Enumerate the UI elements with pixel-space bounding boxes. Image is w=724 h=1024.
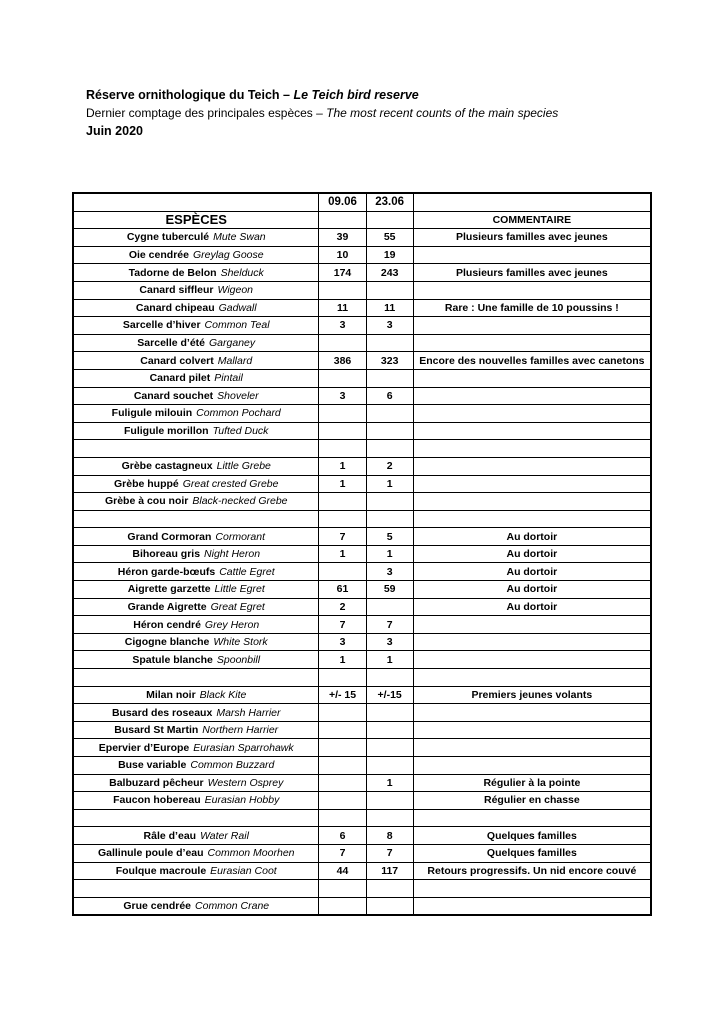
species-cell: [73, 246, 319, 264]
date2-header: 23.06: [366, 193, 413, 211]
table-row: [73, 440, 651, 458]
species-name-french: Foulque macroule: [115, 864, 207, 877]
species-cell: [73, 827, 319, 845]
count-date1-cell: [319, 792, 366, 810]
species-name-english: Little Egret: [214, 583, 265, 596]
comment-cell: Au dortoir: [413, 528, 651, 546]
document-title: [86, 86, 558, 104]
species-name-english: Great crested Grebe: [182, 477, 279, 490]
table-row: [73, 844, 651, 862]
count-date2-cell: [366, 809, 413, 827]
species-name-english: Night Heron: [204, 548, 261, 561]
table-row: [73, 317, 651, 335]
comment-cell: [413, 422, 651, 440]
table-row: [73, 809, 651, 827]
species-cell: [73, 229, 319, 247]
species-name-french: Aigrette garzette: [127, 583, 211, 596]
count-date2-cell: 6: [366, 387, 413, 405]
table-row: [73, 757, 651, 775]
comment-cell: [413, 369, 651, 387]
comment-cell: Au dortoir: [413, 581, 651, 599]
species-cell: [73, 475, 319, 493]
comment-cell: Quelques familles: [413, 844, 651, 862]
count-date2-cell: +/-15: [366, 686, 413, 704]
species-name-english: Grey Heron: [204, 618, 260, 631]
species-name-english: Spoonbill: [216, 653, 261, 666]
species-cell: [73, 897, 319, 915]
count-date2-cell: 1: [366, 651, 413, 669]
count-date2-cell: [366, 334, 413, 352]
count-date1-cell: 174: [319, 264, 366, 282]
count-date2-cell: [366, 739, 413, 757]
species-name-french: Cygne tuberculé: [126, 231, 210, 244]
table-row: [73, 422, 651, 440]
table-row: [73, 862, 651, 880]
species-cell: [73, 581, 319, 599]
comment-cell: Au dortoir: [413, 545, 651, 563]
species-cell: [73, 299, 319, 317]
species-cell: [73, 774, 319, 792]
table-row: [73, 616, 651, 634]
species-name-french: Grèbe à cou noir: [104, 495, 189, 508]
table-row: [73, 299, 651, 317]
comment-cell: Plusieurs familles avec jeunes: [413, 229, 651, 247]
comment-cell: Au dortoir: [413, 598, 651, 616]
species-cell: [73, 757, 319, 775]
count-date2-cell: 1: [366, 475, 413, 493]
species-name-english: Eurasian Hobby: [204, 794, 280, 807]
species-name-french: Milan noir: [146, 688, 196, 701]
comment-cell: Retours progressifs. Un nid encore couvé: [413, 862, 651, 880]
species-name-english: Water Rail: [200, 829, 249, 842]
table-row: [73, 387, 651, 405]
species-name-english: Mallard: [217, 354, 253, 367]
comment-cell: Régulier à la pointe: [413, 774, 651, 792]
species-name-french: Bihoreau gris: [132, 548, 201, 561]
species-name-french: Faucon hobereau: [113, 794, 201, 807]
comment-cell: [413, 387, 651, 405]
table-row: [73, 897, 651, 915]
count-date1-cell: [319, 897, 366, 915]
species-name-french: Grue cendrée: [123, 900, 192, 913]
count-date2-cell: 2: [366, 457, 413, 475]
count-date2-cell: 55: [366, 229, 413, 247]
count-date1-cell: 11: [319, 299, 366, 317]
table-row: [73, 880, 651, 898]
count-date1-cell: [319, 405, 366, 423]
table-row: [73, 721, 651, 739]
species-name-english: Cormorant: [215, 530, 266, 543]
table-row: [73, 686, 651, 704]
comment-cell: [413, 440, 651, 458]
species-name-french: Canard siffleur: [139, 284, 214, 297]
species-name-english: Little Grebe: [216, 460, 271, 473]
comment-cell: Quelques familles: [413, 827, 651, 845]
count-date1-cell: 44: [319, 862, 366, 880]
species-name-french: Sarcelle d’hiver: [122, 319, 201, 332]
count-date1-cell: 1: [319, 475, 366, 493]
species-cell: [73, 809, 319, 827]
species-name-english: Wigeon: [217, 284, 254, 297]
species-name-english: Tufted Duck: [212, 425, 269, 438]
count-date2-cell: 3: [366, 633, 413, 651]
count-date1-cell: [319, 704, 366, 722]
species-name-english: Western Osprey: [207, 776, 284, 789]
species-name-french: Busard des roseaux: [111, 706, 213, 719]
count-date2-cell: [366, 405, 413, 423]
species-name-english: Common Buzzard: [190, 759, 275, 772]
comment-cell: Régulier en chasse: [413, 792, 651, 810]
species-name-english: Greylag Goose: [192, 249, 264, 262]
count-date2-cell: 323: [366, 352, 413, 370]
species-name-english: Mute Swan: [213, 231, 266, 244]
count-date2-cell: 59: [366, 581, 413, 599]
species-name-english: Northern Harrier: [202, 724, 279, 737]
table-row: [73, 633, 651, 651]
species-name-french: Canard souchet: [133, 389, 214, 402]
count-date2-cell: 3: [366, 563, 413, 581]
comment-cell: [413, 475, 651, 493]
count-date2-cell: 19: [366, 246, 413, 264]
comment-cell: [413, 809, 651, 827]
count-date1-cell: [319, 739, 366, 757]
species-cell: [73, 510, 319, 528]
count-date1-cell: 7: [319, 844, 366, 862]
count-date2-cell: 3: [366, 317, 413, 335]
count-date1-cell: [319, 774, 366, 792]
table-row: [73, 281, 651, 299]
count-date2-cell: 1: [366, 545, 413, 563]
count-date1-cell: [319, 493, 366, 511]
count-date2-cell: 117: [366, 862, 413, 880]
species-cell: [73, 633, 319, 651]
species-name-english: Great Egret: [210, 600, 265, 613]
species-name-english: Eurasian Coot: [210, 864, 277, 877]
count-date2-cell: 7: [366, 616, 413, 634]
table-row: [73, 545, 651, 563]
table-row: [73, 246, 651, 264]
species-name-english: Pintail: [214, 372, 243, 385]
comment-header: COMMENTAIRE: [413, 211, 651, 229]
species-name-english: Common Crane: [195, 900, 270, 913]
comment-cell: [413, 317, 651, 335]
species-name-english: Garganey: [209, 337, 256, 350]
count-date2-cell: [366, 757, 413, 775]
species-cell: [73, 862, 319, 880]
empty-header-cell: [413, 193, 651, 211]
species-cell: [73, 528, 319, 546]
comment-cell: Rare : Une famille de 10 poussins !: [413, 299, 651, 317]
species-name-french: Grèbe castagneux: [121, 460, 213, 473]
species-name-french: Râle d’eau: [143, 829, 197, 842]
empty-header-cell: [366, 211, 413, 229]
count-date2-cell: 5: [366, 528, 413, 546]
count-date1-cell: [319, 669, 366, 687]
count-date2-cell: [366, 510, 413, 528]
comment-cell: [413, 721, 651, 739]
count-date2-cell: [366, 493, 413, 511]
comment-cell: [413, 616, 651, 634]
comment-cell: [413, 334, 651, 352]
table-row: [73, 581, 651, 599]
table-row: [73, 229, 651, 247]
subtitle-french: Dernier comptage des principales espèces: [86, 106, 313, 120]
count-date2-cell: [366, 880, 413, 898]
count-date1-cell: 2: [319, 598, 366, 616]
species-name-french: Fuligule morillon: [124, 425, 209, 438]
species-cell: [73, 721, 319, 739]
table-date-row: [73, 193, 651, 211]
table-row: [73, 264, 651, 282]
comment-cell: [413, 880, 651, 898]
count-date1-cell: 1: [319, 651, 366, 669]
species-name-french: Fuligule milouin: [111, 407, 193, 420]
species-name-french: Canard chipeau: [135, 301, 215, 314]
species-header: ESPÈCES: [73, 211, 319, 229]
count-date2-cell: 243: [366, 264, 413, 282]
comment-cell: Au dortoir: [413, 563, 651, 581]
species-name-french: Sarcelle d’été: [137, 337, 206, 350]
species-cell: [73, 369, 319, 387]
table-row: [73, 475, 651, 493]
species-name-english: Shoveler: [217, 389, 259, 402]
count-date2-cell: [366, 422, 413, 440]
comment-cell: [413, 493, 651, 511]
species-name-english: Black Kite: [199, 688, 247, 701]
species-name-french: Grand Cormoran: [127, 530, 212, 543]
count-date1-cell: 1: [319, 545, 366, 563]
count-date1-cell: [319, 809, 366, 827]
count-date1-cell: 6: [319, 827, 366, 845]
title-separator: –: [279, 88, 294, 102]
comment-cell: [413, 246, 651, 264]
species-cell: [73, 598, 319, 616]
species-name-english: Common Pochard: [196, 407, 281, 420]
count-date1-cell: [319, 281, 366, 299]
species-name-english: Eurasian Sparrohawk: [193, 741, 294, 754]
species-name-english: Cattle Egret: [219, 565, 275, 578]
species-name-french: Spatule blanche: [132, 653, 213, 666]
species-cell: [73, 281, 319, 299]
count-date2-cell: 11: [366, 299, 413, 317]
species-cell: [73, 563, 319, 581]
comment-cell: [413, 669, 651, 687]
species-name-french: Gallinule poule d’eau: [97, 847, 204, 860]
species-name-french: Tadorne de Belon: [128, 266, 217, 279]
species-name-english: Gadwall: [218, 301, 257, 314]
table-row: [73, 563, 651, 581]
species-name-french: Busard St Martin: [114, 724, 199, 737]
count-date1-cell: 61: [319, 581, 366, 599]
subtitle-separator: –: [312, 106, 327, 120]
count-date2-cell: [366, 897, 413, 915]
species-name-english: Marsh Harrier: [216, 706, 281, 719]
count-date1-cell: [319, 422, 366, 440]
species-name-french: Canard colvert: [140, 354, 214, 367]
count-date1-cell: 39: [319, 229, 366, 247]
count-date1-cell: 7: [319, 528, 366, 546]
species-cell: [73, 704, 319, 722]
species-cell: [73, 669, 319, 687]
table-header-row: [73, 211, 651, 229]
comment-cell: [413, 457, 651, 475]
species-name-english: Shelduck: [220, 266, 264, 279]
species-name-french: Héron garde-bœufs: [117, 565, 216, 578]
table-row: [73, 792, 651, 810]
table-row: [73, 528, 651, 546]
species-cell: [73, 264, 319, 282]
species-name-french: Oie cendrée: [128, 249, 189, 262]
comment-cell: [413, 739, 651, 757]
count-date1-cell: 7: [319, 616, 366, 634]
comment-cell: [413, 405, 651, 423]
comment-cell: [413, 651, 651, 669]
comment-cell: Premiers jeunes volants: [413, 686, 651, 704]
species-cell: [73, 317, 319, 335]
table-row: [73, 669, 651, 687]
table-row: [73, 704, 651, 722]
table-row: [73, 405, 651, 423]
table-row: [73, 369, 651, 387]
species-cell: [73, 880, 319, 898]
title-french: Réserve ornithologique du Teich: [86, 88, 280, 102]
species-cell: [73, 422, 319, 440]
species-cell: [73, 686, 319, 704]
species-cell: [73, 844, 319, 862]
empty-header-cell: [73, 193, 319, 211]
species-name-french: Cigogne blanche: [124, 636, 210, 649]
species-name-french: Héron cendré: [133, 618, 201, 631]
subtitle-english: The most recent counts of the main species: [326, 106, 559, 120]
table-row: [73, 598, 651, 616]
count-date1-cell: [319, 510, 366, 528]
empty-header-cell: [319, 211, 366, 229]
title-english: Le Teich bird reserve: [293, 88, 419, 102]
species-cell: [73, 405, 319, 423]
count-date1-cell: 3: [319, 317, 366, 335]
comment-cell: [413, 633, 651, 651]
count-date1-cell: +/- 15: [319, 686, 366, 704]
table-body: [73, 193, 651, 915]
count-date1-cell: [319, 440, 366, 458]
table-row: [73, 352, 651, 370]
species-cell: [73, 739, 319, 757]
count-date1-cell: [319, 757, 366, 775]
species-name-french: Buse variable: [118, 759, 187, 772]
table-row: [73, 510, 651, 528]
species-name-french: Grèbe huppé: [113, 477, 179, 490]
count-date2-cell: 7: [366, 844, 413, 862]
species-cell: [73, 545, 319, 563]
species-cell: [73, 334, 319, 352]
species-name-french: Balbuzard pêcheur: [109, 776, 204, 789]
count-date1-cell: [319, 369, 366, 387]
species-cell: [73, 493, 319, 511]
species-cell: [73, 457, 319, 475]
table-row: [73, 651, 651, 669]
table-row: [73, 774, 651, 792]
date1-header: 09.06: [319, 193, 366, 211]
species-name-french: Epervier d’Europe: [98, 741, 190, 754]
count-date2-cell: [366, 669, 413, 687]
table-row: [73, 457, 651, 475]
comment-cell: [413, 281, 651, 299]
species-name-english: Common Teal: [204, 319, 270, 332]
species-name-french: Grande Aigrette: [127, 600, 207, 613]
table-row: [73, 334, 651, 352]
count-date2-cell: [366, 792, 413, 810]
count-date1-cell: 1: [319, 457, 366, 475]
document-header: [86, 86, 558, 140]
comment-cell: [413, 897, 651, 915]
species-name-french: Canard pilet: [149, 372, 211, 385]
document-date: Juin 2020: [86, 124, 143, 138]
comment-cell: [413, 510, 651, 528]
count-date2-cell: [366, 440, 413, 458]
species-cell: [73, 387, 319, 405]
document-subtitle: [86, 104, 558, 122]
species-cell: [73, 792, 319, 810]
count-date2-cell: 1: [366, 774, 413, 792]
count-date1-cell: 10: [319, 246, 366, 264]
count-date1-cell: 3: [319, 633, 366, 651]
table-row: [73, 493, 651, 511]
comment-cell: [413, 757, 651, 775]
species-cell: [73, 352, 319, 370]
count-date2-cell: [366, 704, 413, 722]
species-cell: [73, 651, 319, 669]
species-count-table: [72, 192, 652, 916]
table-row: [73, 739, 651, 757]
count-date2-cell: [366, 598, 413, 616]
comment-cell: Encore des nouvelles familles avec canetons: [413, 352, 651, 370]
count-date2-cell: [366, 281, 413, 299]
species-cell: [73, 616, 319, 634]
count-date1-cell: [319, 334, 366, 352]
count-date2-cell: 8: [366, 827, 413, 845]
count-date1-cell: [319, 721, 366, 739]
count-date2-cell: [366, 721, 413, 739]
count-date1-cell: 3: [319, 387, 366, 405]
count-date2-cell: [366, 369, 413, 387]
table-row: [73, 827, 651, 845]
species-name-english: Black-necked Grebe: [192, 495, 288, 508]
comment-cell: Plusieurs familles avec jeunes: [413, 264, 651, 282]
count-date1-cell: [319, 563, 366, 581]
species-cell: [73, 440, 319, 458]
count-date1-cell: 386: [319, 352, 366, 370]
species-name-english: Common Moorhen: [207, 847, 295, 860]
count-date1-cell: [319, 880, 366, 898]
species-name-english: White Stork: [213, 636, 268, 649]
comment-cell: [413, 704, 651, 722]
